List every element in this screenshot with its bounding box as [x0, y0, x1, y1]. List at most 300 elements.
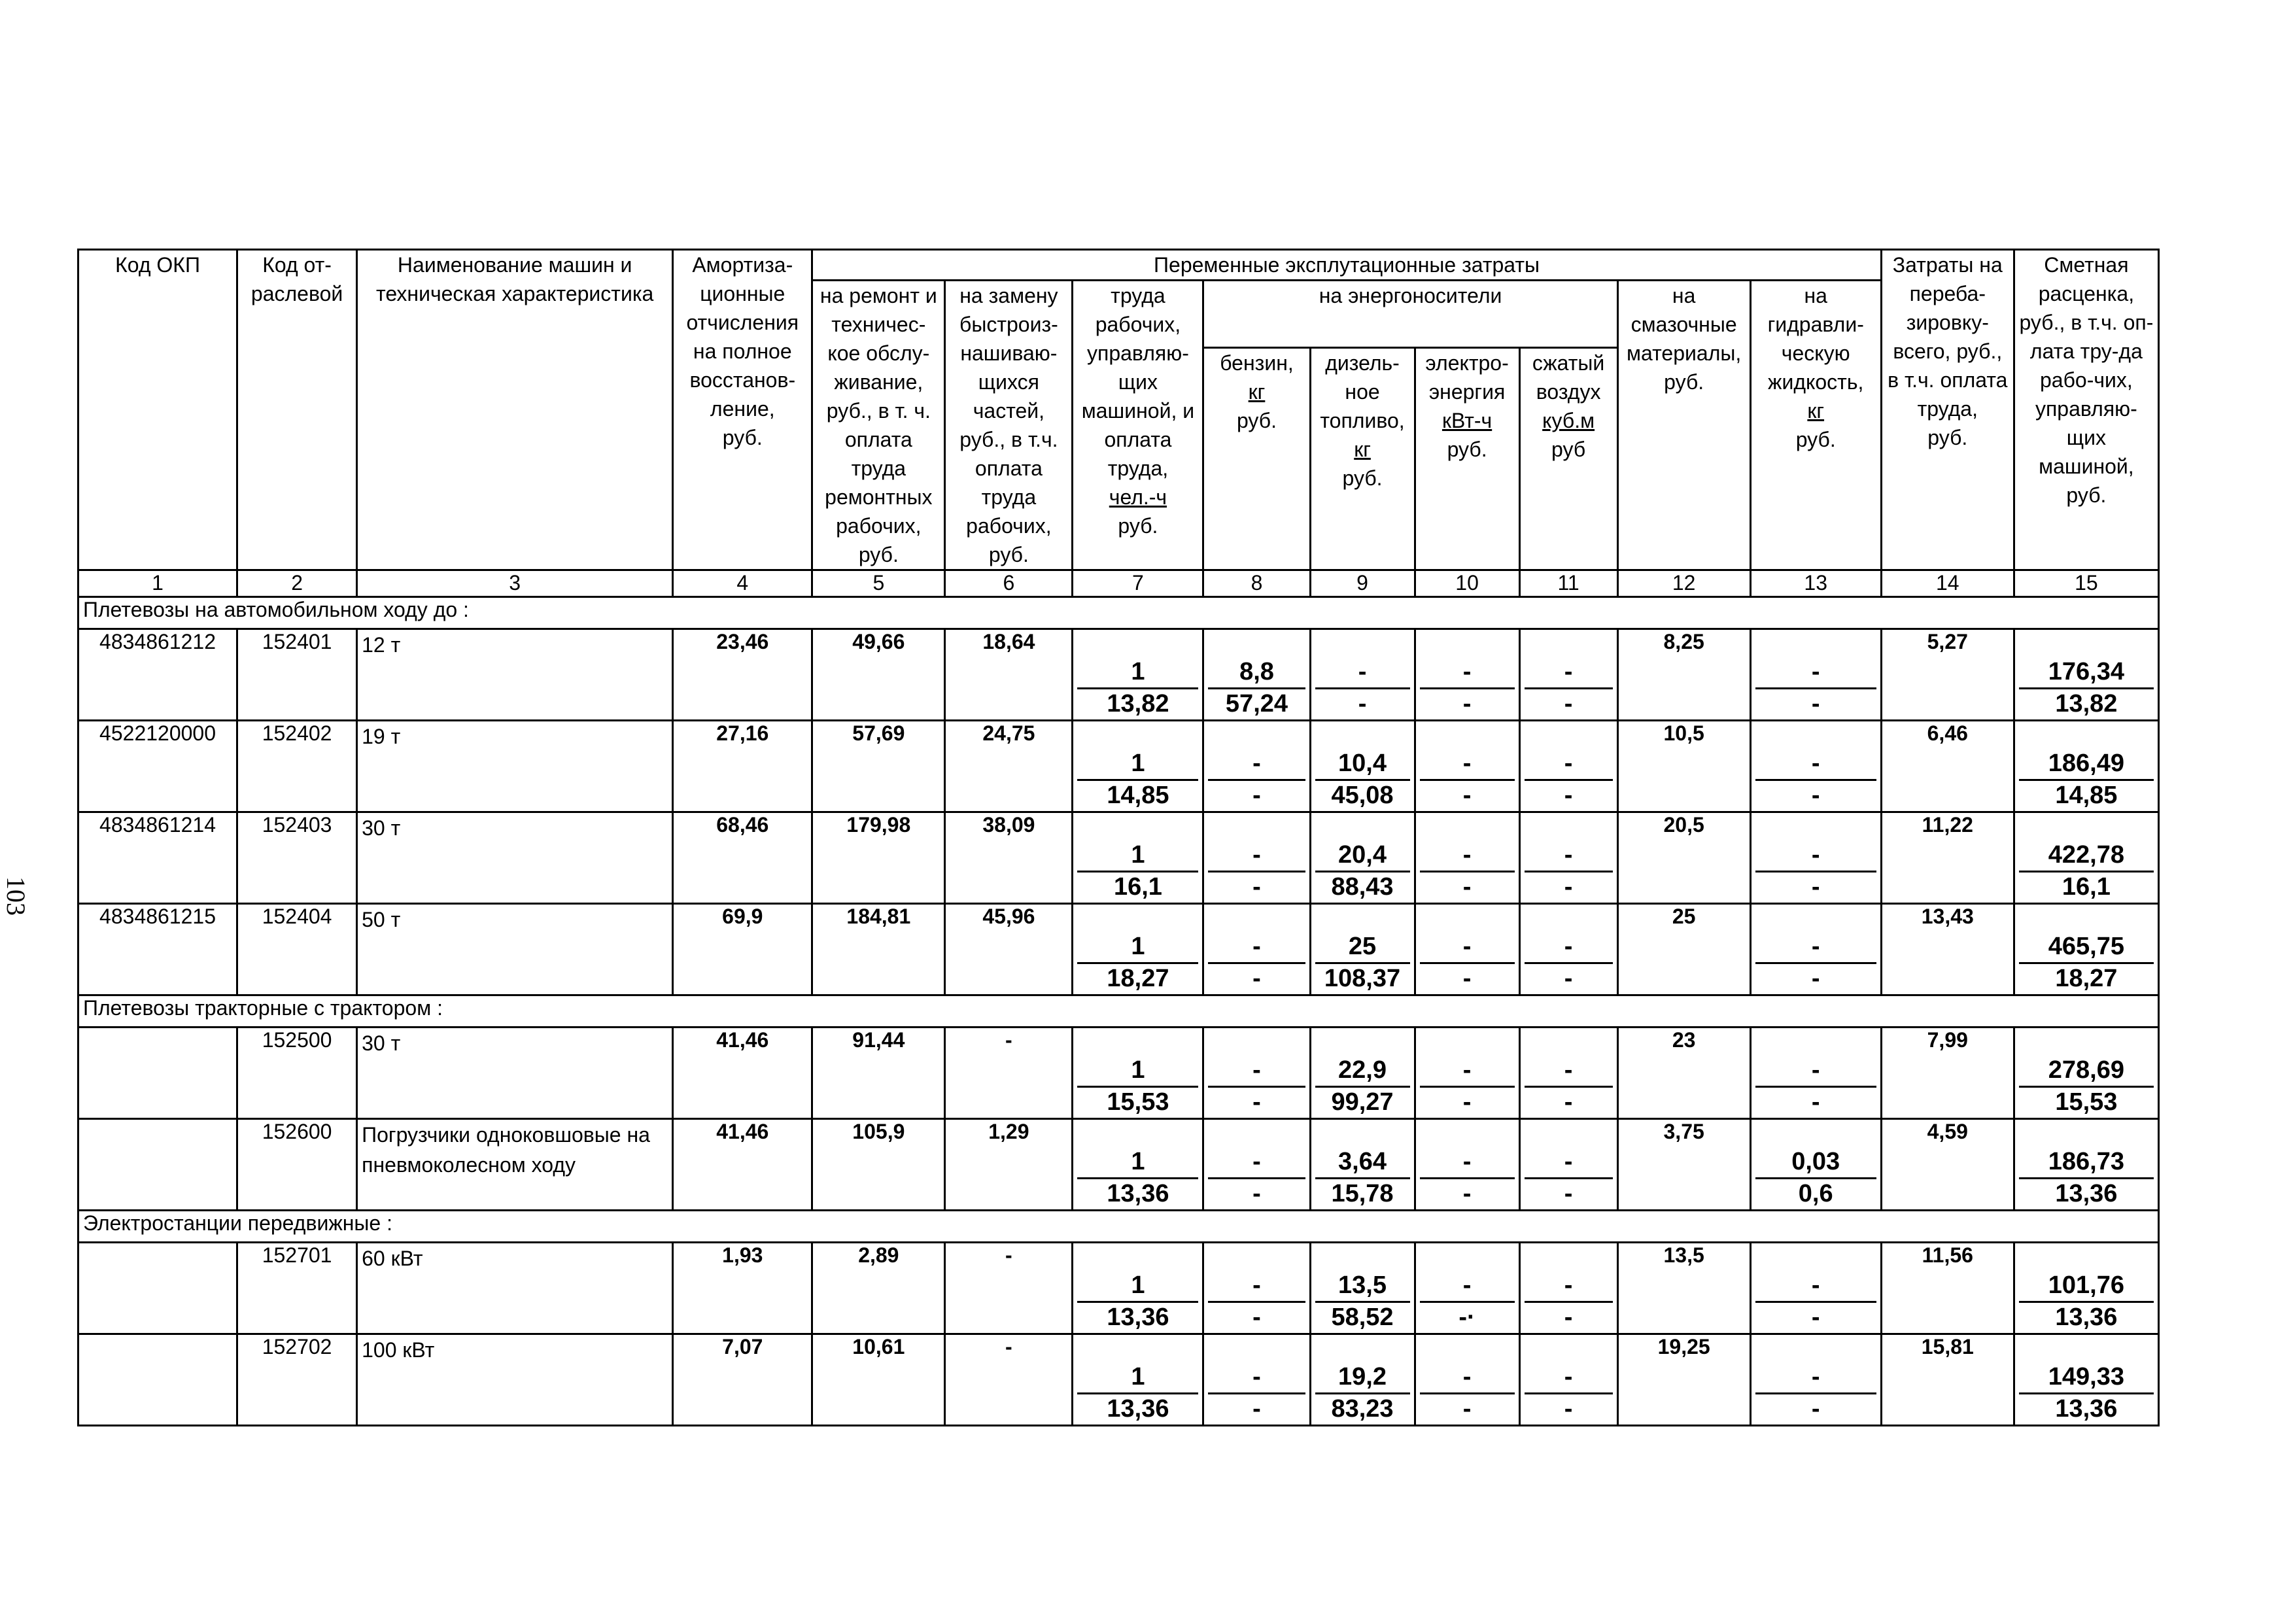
value-cell-c12 [1617, 629, 1750, 721]
pair-top-c8: - [1252, 1363, 1261, 1391]
pair-top-c8: - [1252, 933, 1261, 960]
column-number [1617, 570, 1750, 597]
okp-code-cell [78, 812, 237, 904]
branch-code-cell [237, 1334, 357, 1426]
machine-name: 19 т [362, 725, 401, 748]
machine-name-cell [357, 1119, 673, 1211]
table-row [78, 1334, 2159, 1426]
pair-cell-c8 [1203, 1028, 1310, 1119]
value-c6: 38,09 [982, 813, 1035, 837]
pair-top-c7: 1 [1131, 750, 1145, 777]
column-number-text: 11 [1557, 571, 1579, 595]
pair-top-c10: - [1462, 750, 1472, 777]
pair-bottom-c7: 13,82 [1107, 689, 1169, 717]
pair-bottom-c7: 14,85 [1107, 781, 1169, 809]
branch-code: 152402 [262, 721, 332, 745]
value-c14: 4,59 [1927, 1120, 1968, 1143]
pair-top-c9: 22,9 [1338, 1056, 1387, 1084]
pair-cell-c9 [1310, 904, 1415, 995]
value-c5: 91,44 [852, 1028, 905, 1052]
pair-cell-c7 [1073, 1334, 1203, 1426]
pair-top-c15: 278,69 [2048, 1056, 2125, 1084]
pair-top-c8: - [1252, 1056, 1261, 1084]
pair-top-c13: - [1811, 933, 1820, 960]
col-amortization-header-text: Амортиза-ционные отчисления на полное восстанов-ление, [686, 253, 799, 421]
pair-top-c15: 186,49 [2048, 750, 2125, 777]
pair-top-c9: 10,4 [1338, 750, 1387, 777]
section-title [78, 597, 2159, 629]
col-relocation-header-text: Затраты на переба-зировку-всего, руб., в т.ч. оплата труда, [1888, 253, 2008, 421]
pair-bottom-c10: - [1462, 1394, 1472, 1423]
col-diesel-header [1310, 348, 1415, 570]
pair-bottom-c11: - [1564, 964, 1573, 992]
machine-name-cell [357, 904, 673, 995]
branch-code-cell [237, 904, 357, 995]
column-number [812, 570, 945, 597]
value-cell-c5 [812, 721, 945, 812]
branch-code: 152500 [262, 1028, 332, 1052]
column-number-text: 13 [1804, 571, 1827, 595]
value-cell-c4 [673, 904, 812, 995]
pair-cell-c9 [1310, 721, 1415, 812]
pair-cell-c7 [1073, 812, 1203, 904]
value-cell-c4 [673, 812, 812, 904]
pair-cell-c15 [2014, 904, 2158, 995]
branch-code-cell [237, 721, 357, 812]
pair-bottom-c10: -· [1458, 1303, 1475, 1331]
okp-code: 4834861215 [99, 905, 216, 928]
pair-top-c7: 1 [1131, 841, 1145, 869]
okp-code-cell [78, 1028, 237, 1119]
pair-top-c13: - [1811, 750, 1820, 777]
value-cell-c4 [673, 1243, 812, 1334]
pair-top-c8: - [1252, 750, 1261, 777]
column-number-text: 15 [2075, 571, 2098, 595]
col-repair-header-text: на ремонт и техничес-кое обслу-живание, руб., в т. ч. оплата труда ремонтных рабочих, [820, 284, 937, 538]
col-repair-header [812, 281, 945, 570]
branch-code: 152702 [262, 1335, 332, 1358]
pair-cell-c9 [1310, 1119, 1415, 1211]
value-c4: 41,46 [716, 1120, 769, 1143]
branch-code-cell [237, 629, 357, 721]
column-number-text: 8 [1251, 571, 1263, 595]
pair-bottom-c11: - [1564, 1394, 1573, 1423]
pair-bottom-c7: 16,1 [1113, 872, 1162, 901]
col-name-header-text: Наименование машин и техническая характеристика [376, 253, 654, 305]
table-row [78, 1028, 2159, 1119]
pair-cell-c11 [1519, 629, 1617, 721]
pair-top-c13: - [1811, 1056, 1820, 1084]
pair-top-c7: 1 [1131, 658, 1145, 685]
pair-top-c11: - [1564, 658, 1573, 685]
pair-cell-c15 [2014, 812, 2158, 904]
okp-code: 4834861214 [99, 813, 216, 837]
pair-cell-c8 [1203, 904, 1310, 995]
machine-name-cell [357, 1334, 673, 1426]
column-number-text: 4 [736, 571, 749, 595]
machine-cost-table [77, 249, 2160, 1426]
pair-top-c10: - [1462, 933, 1472, 960]
pair-bottom-c11: - [1564, 1303, 1573, 1331]
pair-cell-c15 [2014, 1119, 2158, 1211]
branch-code: 152600 [262, 1120, 332, 1143]
col-electricity-header-text: электро-энергия [1425, 351, 1509, 404]
pair-cell-c13 [1750, 1028, 1881, 1119]
pair-bottom-c15: 16,1 [2062, 872, 2111, 901]
pair-bottom-c8: - [1252, 1303, 1261, 1331]
pair-top-c8: - [1252, 1271, 1261, 1299]
value-c12: 10,5 [1663, 721, 1704, 745]
column-number [1750, 570, 1881, 597]
col-lubricants-header-text: на смазочные материалы, [1627, 284, 1742, 365]
pair-cell-c10 [1415, 1119, 1519, 1211]
pair-top-c7: 1 [1131, 1271, 1145, 1299]
pair-bottom-c10: - [1462, 1179, 1472, 1207]
pair-bottom-c10: - [1462, 1088, 1472, 1116]
column-number-text: 10 [1455, 571, 1479, 595]
pair-top-c8: - [1252, 1148, 1261, 1175]
value-c12: 25 [1672, 905, 1696, 928]
value-cell-c4 [673, 1119, 812, 1211]
pair-cell-c8 [1203, 812, 1310, 904]
value-c4: 69,9 [722, 905, 763, 928]
pair-top-c10: - [1462, 1056, 1472, 1084]
pair-bottom-c15: 13,82 [2055, 689, 2118, 717]
value-cell-c12 [1617, 721, 1750, 812]
pair-top-c13: - [1811, 841, 1820, 869]
col-labor-header-text: труда рабочих, управляю-щих машиной, и оплата труда, [1081, 284, 1195, 480]
col-relocation-header [1881, 250, 2014, 570]
pair-bottom-c8: 57,24 [1225, 689, 1288, 717]
table-row [78, 629, 2159, 721]
pair-cell-c7 [1073, 1119, 1203, 1211]
pair-top-c13: - [1811, 1271, 1820, 1299]
machine-name: Погрузчики одноковшовые на пневмоколесном ходу [362, 1123, 650, 1177]
pair-cell-c13 [1750, 1119, 1881, 1211]
value-cell-c5 [812, 1119, 945, 1211]
pair-bottom-c15: 13,36 [2055, 1394, 2118, 1423]
pair-top-c9: - [1358, 658, 1367, 685]
okp-code: 4522120000 [99, 721, 216, 745]
okp-code-cell [78, 629, 237, 721]
pair-cell-c11 [1519, 812, 1617, 904]
pair-bottom-c10: - [1462, 964, 1472, 992]
pair-top-c10: - [1462, 841, 1472, 869]
value-c14: 11,56 [1922, 1243, 1973, 1267]
pair-top-c15: 186,73 [2048, 1148, 2125, 1175]
pair-top-c7: 1 [1131, 1148, 1145, 1175]
col-relocation-header-unit: руб. [1927, 426, 1968, 449]
table-body [78, 250, 2159, 1426]
pair-top-c9: 25 [1348, 933, 1377, 960]
pair-cell-c13 [1750, 904, 1881, 995]
value-cell-c14 [1881, 721, 2014, 812]
branch-code-cell [237, 1119, 357, 1211]
value-cell-c5 [812, 629, 945, 721]
section-title-text: Плетевозы на автомобильном ходу до : [83, 598, 469, 621]
table-row [78, 1119, 2159, 1211]
pair-bottom-c7: 13,36 [1107, 1394, 1169, 1423]
value-c6: 1,29 [988, 1120, 1029, 1143]
col-hydraulic-header-text: на гидравли-ческую жидкость, [1767, 284, 1864, 394]
value-cell-c5 [812, 1243, 945, 1334]
pair-bottom-c8: - [1252, 1394, 1261, 1423]
column-number [357, 570, 673, 597]
column-number-text: 9 [1356, 571, 1368, 595]
value-c12: 13,5 [1663, 1243, 1704, 1267]
col-diesel-header-text: дизель-ное топливо, [1320, 351, 1405, 432]
value-c6: 24,75 [982, 721, 1035, 745]
column-number [945, 570, 1073, 597]
col-parts-header-unit: руб. [988, 543, 1029, 566]
col-estimate-header-unit: руб. [2066, 483, 2107, 507]
pair-bottom-c9: 88,43 [1331, 872, 1394, 901]
table-row [78, 812, 2159, 904]
value-c4: 27,16 [716, 721, 769, 745]
pair-cell-c9 [1310, 1028, 1415, 1119]
pair-top-c15: 422,78 [2048, 841, 2125, 869]
col-labor-header [1073, 281, 1203, 570]
value-c5: 10,61 [852, 1335, 905, 1358]
pair-top-c15: 176,34 [2048, 658, 2125, 685]
value-cell-c14 [1881, 1119, 2014, 1211]
col-labor-header-unit: руб. [1118, 514, 1158, 538]
col-name-header [357, 250, 673, 570]
value-cell-c4 [673, 629, 812, 721]
column-number [673, 570, 812, 597]
energy-group-header [1203, 281, 1617, 348]
pair-cell-c7 [1073, 629, 1203, 721]
col-air-header-unit: куб.м [1542, 409, 1595, 432]
pair-bottom-c8: - [1252, 1179, 1261, 1207]
pair-bottom-c11: - [1564, 872, 1573, 901]
pair-bottom-c15: 14,85 [2055, 781, 2118, 809]
okp-code-cell [78, 1334, 237, 1426]
pair-cell-c10 [1415, 629, 1519, 721]
column-number-text: 1 [152, 571, 164, 595]
machine-name: 100 кВт [362, 1338, 435, 1362]
col-estimate-header-text: Сметная расценка, руб., в т.ч. оп-лата тру-да рабо-чих, управляю-щих машиной, [2019, 253, 2154, 478]
value-cell-c6 [945, 1119, 1073, 1211]
pair-cell-c8 [1203, 629, 1310, 721]
value-cell-c12 [1617, 812, 1750, 904]
pair-bottom-c11: - [1564, 689, 1573, 717]
variable-costs-group-header [812, 250, 1881, 281]
col-petrol-header-unit: кг [1248, 380, 1266, 404]
pair-cell-c11 [1519, 1028, 1617, 1119]
col-repair-header-unit: руб. [858, 543, 899, 566]
value-cell-c6 [945, 721, 1073, 812]
table-row [78, 721, 2159, 812]
column-number [1881, 570, 2014, 597]
col-amortization-header [673, 250, 812, 570]
col-branch-code-header-text: Код от-раслевой [250, 253, 343, 305]
pair-cell-c11 [1519, 1334, 1617, 1426]
section-header-row [78, 1211, 2159, 1243]
column-number-text: 6 [1003, 571, 1015, 595]
pair-bottom-c13: - [1811, 964, 1820, 992]
pair-bottom-c15: 18,27 [2055, 964, 2118, 992]
pair-bottom-c13: - [1811, 1088, 1820, 1116]
pair-bottom-c9: 99,27 [1331, 1088, 1394, 1116]
column-number-text: 7 [1132, 571, 1144, 595]
pair-cell-c8 [1203, 1243, 1310, 1334]
value-cell-c12 [1617, 1028, 1750, 1119]
section-header-row [78, 995, 2159, 1028]
table-row [78, 904, 2159, 995]
section-title [78, 1211, 2159, 1243]
pair-cell-c10 [1415, 1334, 1519, 1426]
branch-code-cell [237, 812, 357, 904]
value-cell-c6 [945, 1243, 1073, 1334]
value-cell-c14 [1881, 629, 2014, 721]
pair-cell-c15 [2014, 629, 2158, 721]
value-c6: 18,64 [982, 630, 1035, 653]
section-title-text: Электростанции передвижные : [83, 1211, 392, 1235]
pair-top-c15: 465,75 [2048, 933, 2125, 960]
pair-bottom-c10: - [1462, 872, 1472, 901]
value-cell-c4 [673, 1028, 812, 1119]
pair-cell-c13 [1750, 1334, 1881, 1426]
value-cell-c5 [812, 812, 945, 904]
machine-name: 12 т [362, 633, 401, 657]
pair-cell-c9 [1310, 1243, 1415, 1334]
pair-bottom-c7: 13,36 [1107, 1179, 1169, 1207]
col-air-header-text: сжатый воздух [1532, 351, 1605, 404]
pair-top-c10: - [1462, 658, 1472, 685]
pair-bottom-c9: - [1358, 689, 1367, 717]
pair-cell-c11 [1519, 1243, 1617, 1334]
pair-top-c13: - [1811, 1363, 1820, 1391]
value-cell-c12 [1617, 1334, 1750, 1426]
pair-top-c13: 0,03 [1791, 1148, 1840, 1175]
branch-code: 152401 [262, 630, 332, 653]
energy-group-title: на энергоносители [1319, 284, 1502, 307]
page-number: 103 [1, 876, 31, 916]
col-diesel-header-unit: кг [1354, 438, 1371, 461]
pair-cell-c7 [1073, 1028, 1203, 1119]
value-c5: 2,89 [858, 1243, 899, 1267]
branch-code: 152701 [262, 1243, 332, 1267]
machine-name: 30 т [362, 1031, 401, 1055]
pair-top-c10: - [1462, 1363, 1472, 1391]
branch-code: 152403 [262, 813, 332, 837]
pair-cell-c11 [1519, 721, 1617, 812]
pair-top-c11: - [1564, 841, 1573, 869]
branch-code-cell [237, 1028, 357, 1119]
pair-top-c9: 20,4 [1338, 841, 1387, 869]
value-cell-c5 [812, 1334, 945, 1426]
value-c12: 23 [1672, 1028, 1696, 1052]
col-parts-header [945, 281, 1073, 570]
value-c5: 179,98 [846, 813, 911, 837]
pair-top-c9: 19,2 [1338, 1363, 1387, 1391]
col-petrol-header-text: бензин, [1220, 351, 1294, 375]
value-cell-c14 [1881, 1243, 2014, 1334]
column-number [1203, 570, 1310, 597]
col-hydraulic-header-unit: кг [1807, 399, 1825, 423]
machine-name: 30 т [362, 816, 401, 840]
pair-bottom-c13: - [1811, 689, 1820, 717]
pair-cell-c15 [2014, 1028, 2158, 1119]
column-number [1415, 570, 1519, 597]
pair-cell-c9 [1310, 812, 1415, 904]
okp-code-cell [78, 904, 237, 995]
pair-cell-c11 [1519, 1119, 1617, 1211]
machine-name-cell [357, 812, 673, 904]
machine-name: 50 т [362, 908, 401, 931]
section-title-text: Плетевозы тракторные с трактором : [83, 996, 443, 1020]
value-c4: 7,07 [722, 1335, 763, 1358]
value-cell-c12 [1617, 1119, 1750, 1211]
pair-top-c9: 13,5 [1338, 1271, 1387, 1299]
value-c4: 1,93 [722, 1243, 763, 1267]
pair-cell-c13 [1750, 721, 1881, 812]
pair-cell-c11 [1519, 904, 1617, 995]
pair-bottom-c11: - [1564, 1088, 1573, 1116]
col-diesel-header-unit: руб. [1342, 466, 1383, 490]
value-cell-c14 [1881, 812, 2014, 904]
pair-cell-c15 [2014, 721, 2158, 812]
value-c14: 6,46 [1927, 721, 1968, 745]
col-lubricants-header [1617, 281, 1750, 570]
pair-top-c8: - [1252, 841, 1261, 869]
column-number [78, 570, 237, 597]
value-c4: 23,46 [716, 630, 769, 653]
value-cell-c12 [1617, 1243, 1750, 1334]
pair-bottom-c10: - [1462, 781, 1472, 809]
pair-cell-c13 [1750, 812, 1881, 904]
machine-name-cell [357, 1028, 673, 1119]
value-c5: 184,81 [846, 905, 911, 928]
pair-top-c15: 101,76 [2048, 1271, 2125, 1299]
col-electricity-header-unit: руб. [1447, 438, 1487, 461]
section-title [78, 995, 2159, 1028]
table-row [78, 1243, 2159, 1334]
pair-bottom-c11: - [1564, 1179, 1573, 1207]
pair-top-c11: - [1564, 750, 1573, 777]
pair-bottom-c15: 15,53 [2055, 1088, 2118, 1116]
col-labor-header-unit: чел.-ч [1109, 485, 1167, 509]
okp-code-cell [78, 1243, 237, 1334]
pair-cell-c8 [1203, 1334, 1310, 1426]
pair-cell-c7 [1073, 721, 1203, 812]
value-c6: - [1005, 1243, 1012, 1267]
pair-bottom-c11: - [1564, 781, 1573, 809]
pair-top-c13: - [1811, 658, 1820, 685]
column-number [2014, 570, 2158, 597]
value-cell-c4 [673, 721, 812, 812]
pair-top-c15: 149,33 [2048, 1363, 2125, 1391]
pair-bottom-c9: 45,08 [1331, 781, 1394, 809]
pair-bottom-c9: 83,23 [1331, 1394, 1394, 1423]
pair-top-c9: 3,64 [1338, 1148, 1387, 1175]
pair-bottom-c13: - [1811, 1303, 1820, 1331]
pair-cell-c10 [1415, 721, 1519, 812]
value-cell-c6 [945, 904, 1073, 995]
value-c5: 57,69 [852, 721, 905, 745]
column-number-text: 14 [1935, 571, 1959, 595]
col-okp-header-text: Код ОКП [115, 253, 200, 277]
column-number-text: 5 [872, 571, 885, 595]
col-petrol-header-unit: руб. [1236, 409, 1277, 432]
column-number [1073, 570, 1203, 597]
value-cell-c6 [945, 629, 1073, 721]
value-cell-c6 [945, 1028, 1073, 1119]
value-cell-c5 [812, 1028, 945, 1119]
value-c6: 45,96 [982, 905, 1035, 928]
column-number [237, 570, 357, 597]
